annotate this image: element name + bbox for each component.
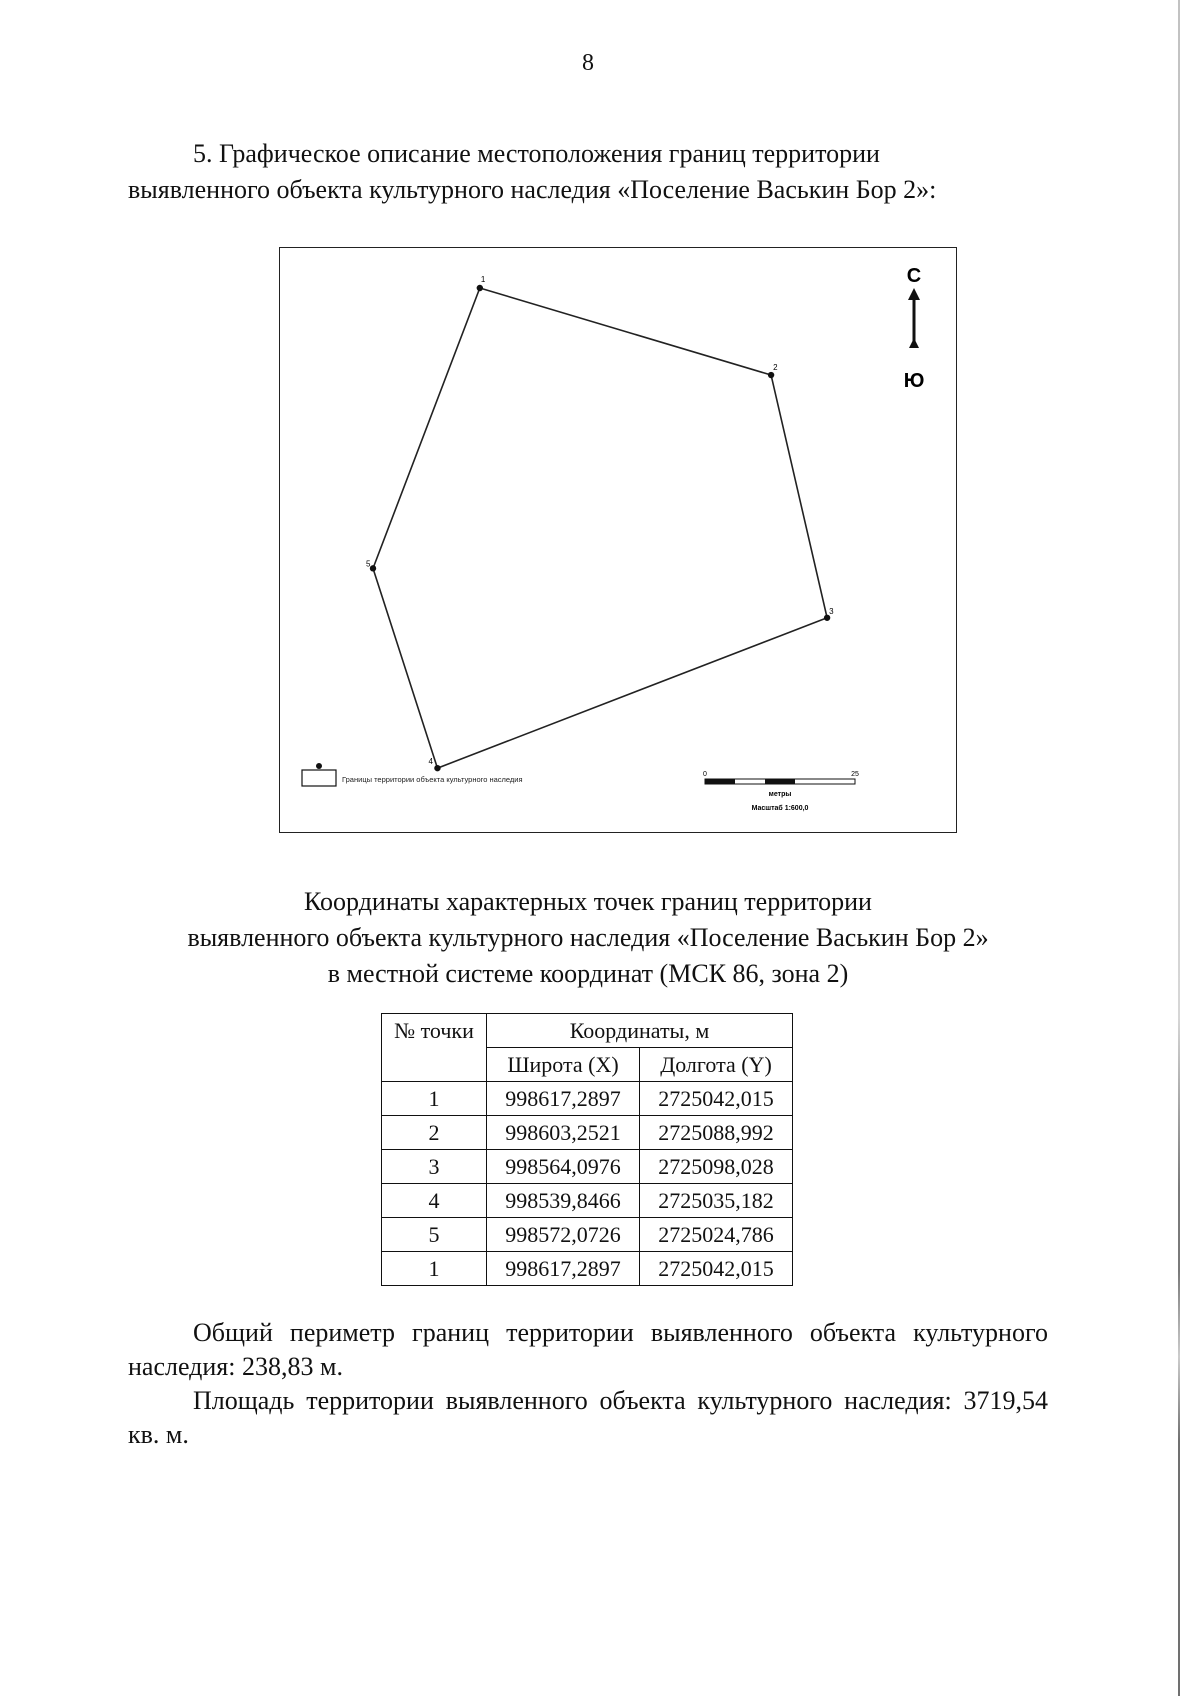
scale-bar: [703, 771, 859, 812]
page-number: 8: [582, 50, 594, 76]
coordinates-title: [0, 884, 1176, 992]
cell-point-number: 4: [382, 1184, 487, 1218]
boundary-point-5: [370, 565, 376, 571]
header-longitude-y: Долгота (Y): [640, 1048, 793, 1082]
section-heading-line2: выявленного объекта культурного наследия «Поселение Васькин Бор 2»:: [128, 175, 937, 204]
boundary-point-label: 3: [829, 606, 834, 616]
cell-x: 998539,8466: [487, 1184, 640, 1218]
cell-y: 2725088,992: [640, 1116, 793, 1150]
boundary-point-label: 5: [366, 559, 371, 569]
scale-bar-segment: [705, 779, 735, 784]
table-row: [382, 1150, 793, 1184]
north-label: С: [906, 265, 922, 287]
section-heading: [128, 136, 1060, 244]
south-label: Ю: [903, 370, 925, 392]
coordinates-title-line1: Координаты характерных точек границ территории: [304, 887, 872, 916]
boundary-point-1: [477, 285, 483, 291]
table-row: [382, 1218, 793, 1252]
legend-text: Границы территории объекта культурного наследия: [342, 775, 523, 784]
cell-y: 2725098,028: [640, 1150, 793, 1184]
boundary-points: [366, 275, 834, 771]
scale-text: Масштаб 1:600,0: [751, 805, 809, 812]
cell-point-number: 2: [382, 1116, 487, 1150]
header-latitude-x: Широта (X): [487, 1048, 640, 1082]
area-text: Площадь территории выявленного объекта культурного наследия: 3719,54 кв. м.: [128, 1386, 1048, 1449]
cell-y: 2725042,015: [640, 1082, 793, 1116]
boundary-map: [279, 247, 957, 833]
cell-x: 998617,2897: [487, 1082, 640, 1116]
cell-point-number: 3: [382, 1150, 487, 1184]
north-arrow-icon: [904, 265, 925, 392]
header-point-number: № точки: [382, 1014, 487, 1082]
table-row: [382, 1184, 793, 1218]
boundary-point-label: 2: [773, 363, 778, 373]
cell-x: 998617,2897: [487, 1252, 640, 1286]
legend-point-icon: [316, 763, 322, 769]
coordinates-title-line3: в местной системе координат (МСК 86, зона 2): [327, 959, 849, 988]
boundary-point-4: [434, 765, 440, 771]
cell-point-number: 1: [382, 1252, 487, 1286]
summary: [128, 1316, 1048, 1452]
scale-unit: метры: [768, 791, 792, 798]
territory-boundary: [373, 288, 827, 768]
map-legend: [302, 763, 523, 786]
coordinates-title-line2: выявленного объекта культурного наследия «Поселение Васькин Бор 2»: [187, 923, 989, 952]
cell-y: 2725042,015: [640, 1252, 793, 1286]
cell-x: 998564,0976: [487, 1150, 640, 1184]
scale-end: 25: [851, 771, 859, 778]
section-heading-line1: 5. Графическое описание местоположения границ территории: [193, 139, 880, 168]
cell-point-number: 5: [382, 1218, 487, 1252]
coordinates-table: [381, 1013, 793, 1286]
legend-swatch: [302, 770, 336, 786]
table-row: [382, 1252, 793, 1286]
header-coordinates: Координаты, м: [487, 1014, 793, 1048]
cell-x: 998603,2521: [487, 1116, 640, 1150]
scale-bar-segment: [765, 779, 795, 784]
boundary-point-label: 4: [428, 757, 433, 767]
cell-x: 998572,0726: [487, 1218, 640, 1252]
cell-point-number: 1: [382, 1082, 487, 1116]
table-row: [382, 1116, 793, 1150]
perimeter-text: Общий периметр границ территории выявленного объекта культурного наследия: 238,83 м.: [128, 1318, 1048, 1381]
scale-start: 0: [703, 771, 707, 778]
table-header-row: [382, 1014, 793, 1048]
boundary-map-svg: [280, 248, 958, 834]
cell-y: 2725024,786: [640, 1218, 793, 1252]
cell-y: 2725035,182: [640, 1184, 793, 1218]
scan-edge-line: [1178, 0, 1180, 1696]
boundary-point-2: [768, 372, 774, 378]
boundary-point-label: 1: [480, 275, 486, 284]
table-row: [382, 1082, 793, 1116]
